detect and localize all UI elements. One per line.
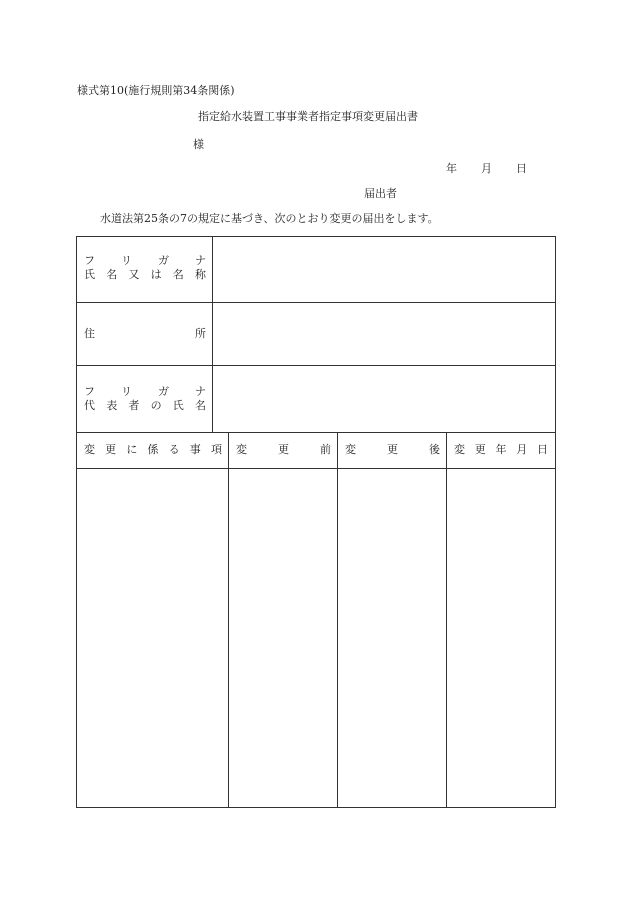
address-label: 住 所 (84, 327, 206, 340)
after-value-cell[interactable] (338, 469, 446, 807)
date-day-label: 日 (516, 162, 527, 175)
addressee-suffix: 様 (193, 138, 204, 151)
name-furigana-label: フ リ ガ ナ (84, 254, 206, 267)
matter-value-cell[interactable] (77, 469, 228, 807)
representative-furigana-label: フ リ ガ ナ (84, 385, 206, 398)
date-month-label: 月 (481, 162, 492, 175)
intro-text: 水道法第25条の7の規定に基づき、次のとおり変更の届出をします。 (100, 212, 439, 225)
form-number: 様式第10(施行規則第34条関係) (77, 84, 235, 97)
representative-label: 代 表 者 の 氏 名 (84, 399, 206, 412)
name-label: 氏 名 又 は 名 称 (84, 268, 206, 281)
before-value-cell[interactable] (229, 469, 337, 807)
name-value-cell[interactable] (213, 237, 555, 302)
column-header-date: 変 更 年 月 日 (454, 443, 548, 456)
date-value-cell[interactable] (447, 469, 555, 807)
date-year-label: 年 (446, 162, 457, 175)
notifier-label: 届出者 (364, 187, 397, 200)
representative-value-cell[interactable] (213, 366, 555, 432)
row-divider-representative (76, 432, 556, 433)
table-border-right (555, 236, 556, 808)
column-header-matter: 変 更 に 係 る 事 項 (84, 443, 222, 456)
document-title: 指定給水装置工事事業者指定事項変更届出書 (198, 110, 418, 123)
column-header-after: 変 更 後 (345, 443, 440, 456)
address-value-cell[interactable] (213, 303, 555, 365)
table-border-bottom (76, 807, 556, 808)
column-header-before: 変 更 前 (236, 443, 331, 456)
